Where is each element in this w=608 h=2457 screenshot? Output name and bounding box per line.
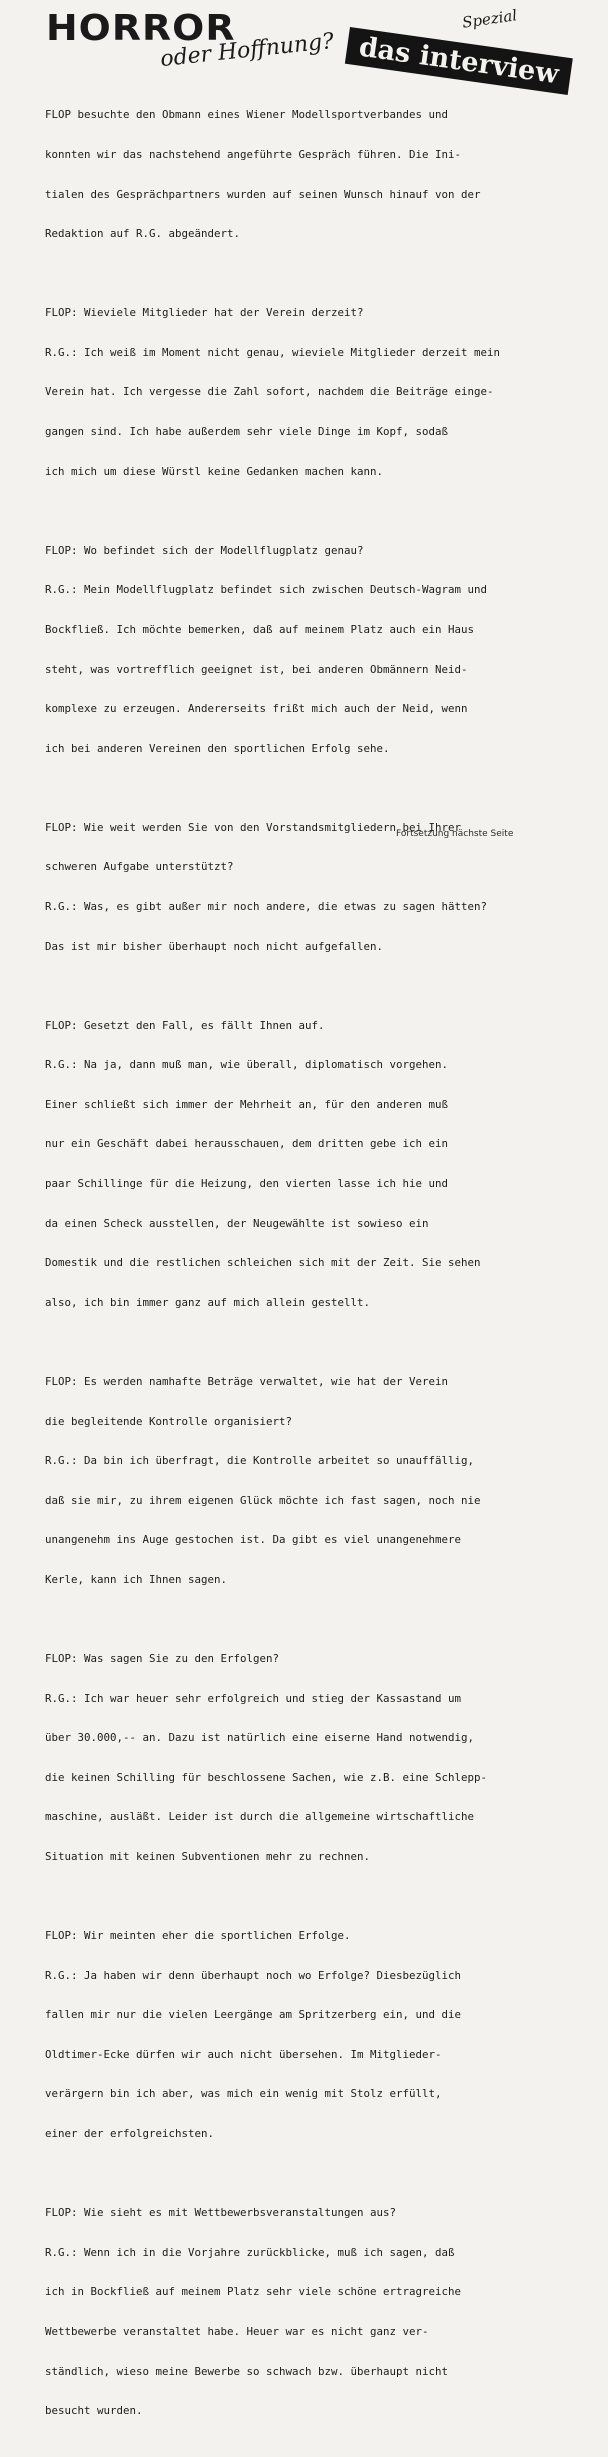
text-line: FLOP besuchte den Obmann eines Wiener Modellsportverbandes und bbox=[45, 108, 449, 122]
text-line: Oldtimer-Ecke dürfen wir auch nicht übersehen. Im Mitglieder- bbox=[45, 2047, 442, 2061]
text-line: Wettbewerbe veranstaltet habe. Heuer war es nicht ganz ver- bbox=[45, 2324, 429, 2338]
qa-block bbox=[45, 992, 565, 1335]
text-line: einer der erfolgreichsten. bbox=[45, 2127, 215, 2141]
headline-subtitle: oder Hoffnung? bbox=[159, 28, 336, 73]
qa-block bbox=[45, 1903, 565, 2167]
text-line: die keinen Schilling für beschlossene Sachen, wie z.B. eine Schlepp- bbox=[45, 1770, 488, 1784]
text-line: komplexe zu erzeugen. Andererseits frißt mich auch der Neid, wenn bbox=[45, 702, 468, 716]
text-line: gangen sind. Ich habe außerdem sehr viele Dinge im Kopf, sodaß bbox=[45, 425, 449, 439]
text-line: unangenehm ins Auge gestochen ist. Da gibt es viel unangenehmere bbox=[45, 1533, 462, 1547]
text-line: tialen des Gesprächpartners wurden auf seinen Wunsch hinauf von der bbox=[45, 187, 481, 201]
intro-paragraph bbox=[45, 82, 565, 267]
text-line: besucht wurden. bbox=[45, 2404, 143, 2418]
text-line: R.G.: Was, es gibt außer mir noch andere, die etwas zu sagen hätten? bbox=[45, 899, 488, 913]
text-line: R.G.: Ich war heuer sehr erfolgreich und stieg der Kassastand um bbox=[45, 1691, 462, 1705]
text-line: FLOP: Es werden namhafte Beträge verwaltet, wie hat der Verein bbox=[45, 1374, 449, 1388]
text-line: die begleitende Kontrolle organisiert? bbox=[45, 1414, 293, 1428]
text-line: Situation mit keinen Subventionen mehr zu rechnen. bbox=[45, 1850, 371, 1863]
text-line: R.G.: Mein Modellflugplatz befindet sich zwischen Deutsch-Wagram und bbox=[45, 583, 488, 597]
text-line: über 30.000,-- an. Dazu ist natürlich eine eiserne Hand notwendig, bbox=[45, 1731, 475, 1745]
text-line: paar Schillinge für die Heizung, den vierten lasse ich hie und bbox=[45, 1177, 449, 1191]
qa-block bbox=[45, 517, 565, 781]
text-line: daß sie mir, zu ihrem eigenen Glück möchte ich fast sagen, noch nie bbox=[45, 1493, 481, 1507]
text-line: konnten wir das nachstehend angeführte Gespräch führen. Die Ini- bbox=[45, 148, 462, 162]
text-line: FLOP: Wieviele Mitglieder hat der Verein derzeit? bbox=[45, 306, 364, 320]
spezial-tag: Spezial bbox=[461, 6, 519, 32]
qa-block bbox=[45, 280, 565, 504]
text-line: Das ist mir bisher überhaupt noch nicht aufgefallen. bbox=[45, 939, 384, 953]
text-line: Verein hat. Ich vergesse die Zahl sofort, nachdem die Beiträge einge- bbox=[45, 385, 494, 399]
qa-block bbox=[45, 1626, 565, 1890]
text-line: FLOP: Was sagen Sie zu den Erfolgen? bbox=[45, 1651, 280, 1665]
text-line: FLOP: Wir meinten eher die sportlichen Erfolge. bbox=[45, 1929, 351, 1943]
text-line: Bockfließ. Ich möchte bemerken, daß auf meinem Platz auch ein Haus bbox=[45, 622, 475, 636]
text-line: maschine, ausläßt. Leider ist durch die allgemeine wirtschaftliche bbox=[45, 1810, 475, 1824]
text-line: FLOP: Wo befindet sich der Modellflugplatz genau? bbox=[45, 543, 364, 557]
text-line: ich in Bockfließ auf meinem Platz sehr viele schöne ertragreiche bbox=[45, 2285, 462, 2299]
qa-block bbox=[45, 1348, 565, 1612]
text-line: FLOP: Wie sieht es mit Wettbewerbsveranstaltungen aus? bbox=[45, 2206, 397, 2220]
text-line: R.G.: Ich weiß im Moment nicht genau, wieviele Mitglieder derzeit mein bbox=[45, 345, 501, 359]
interview-banner-text: das interview bbox=[357, 31, 561, 91]
text-line: FLOP: Wie weit werden Sie von den Vorstandsmitgliedern bei Ihrer bbox=[45, 820, 462, 834]
continuation-note: Fortsetzung nächste Seite bbox=[396, 829, 514, 839]
text-line: nur ein Geschäft dabei herausschauen, dem dritten gebe ich ein bbox=[45, 1137, 449, 1151]
text-line: ich bei anderen Vereinen den sportlichen Erfolg sehe. bbox=[45, 741, 390, 755]
text-line: Kerle, kann ich Ihnen sagen. bbox=[45, 1572, 228, 1586]
text-line: also, ich bin immer ganz auf mich allein gestellt. bbox=[45, 1295, 371, 1309]
text-line: FLOP: Gesetzt den Fall, es fällt Ihnen auf. bbox=[45, 1018, 325, 1032]
text-line: Domestik und die restlichen schleichen sich mit der Zeit. Sie sehen bbox=[45, 1256, 481, 1270]
qa-block bbox=[45, 2180, 565, 2444]
text-line: schweren Aufgabe unterstützt? bbox=[45, 860, 234, 874]
text-line: da einen Scheck ausstellen, der Neugewählte ist sowieso ein bbox=[45, 1216, 429, 1230]
text-line: steht, was vortrefflich geeignet ist, bei anderen Obmännern Neid- bbox=[45, 662, 468, 676]
text-line: verärgern bin ich aber, was mich ein wenig mit Stolz erfüllt, bbox=[45, 2087, 442, 2101]
text-line: Redaktion auf R.G. abgeändert. bbox=[45, 227, 241, 241]
text-line: Einer schließt sich immer der Mehrheit an, für den anderen muß bbox=[45, 1097, 449, 1111]
qa-block bbox=[45, 794, 565, 979]
text-line: R.G.: Da bin ich überfragt, die Kontrolle arbeitet so unauffällig, bbox=[45, 1454, 475, 1468]
text-line: ich mich um diese Würstl keine Gedanken machen kann. bbox=[45, 464, 384, 478]
text-line: fallen mir nur die vielen Leergänge am Spritzerberg ein, und die bbox=[45, 2008, 462, 2022]
text-line: R.G.: Ja haben wir denn überhaupt noch wo Erfolge? Diesbezüglich bbox=[45, 1968, 462, 1982]
article-body bbox=[45, 82, 565, 2457]
text-line: ständlich, wieso meine Bewerbe so schwach bzw. überhaupt nicht bbox=[45, 2364, 449, 2378]
text-line: R.G.: Na ja, dann muß man, wie überall, diplomatisch vorgehen. bbox=[45, 1058, 449, 1072]
text-line: R.G.: Wenn ich in die Vorjahre zurückblicke, muß ich sagen, daß bbox=[45, 2245, 455, 2259]
headline-horror: HORROR bbox=[46, 8, 236, 49]
